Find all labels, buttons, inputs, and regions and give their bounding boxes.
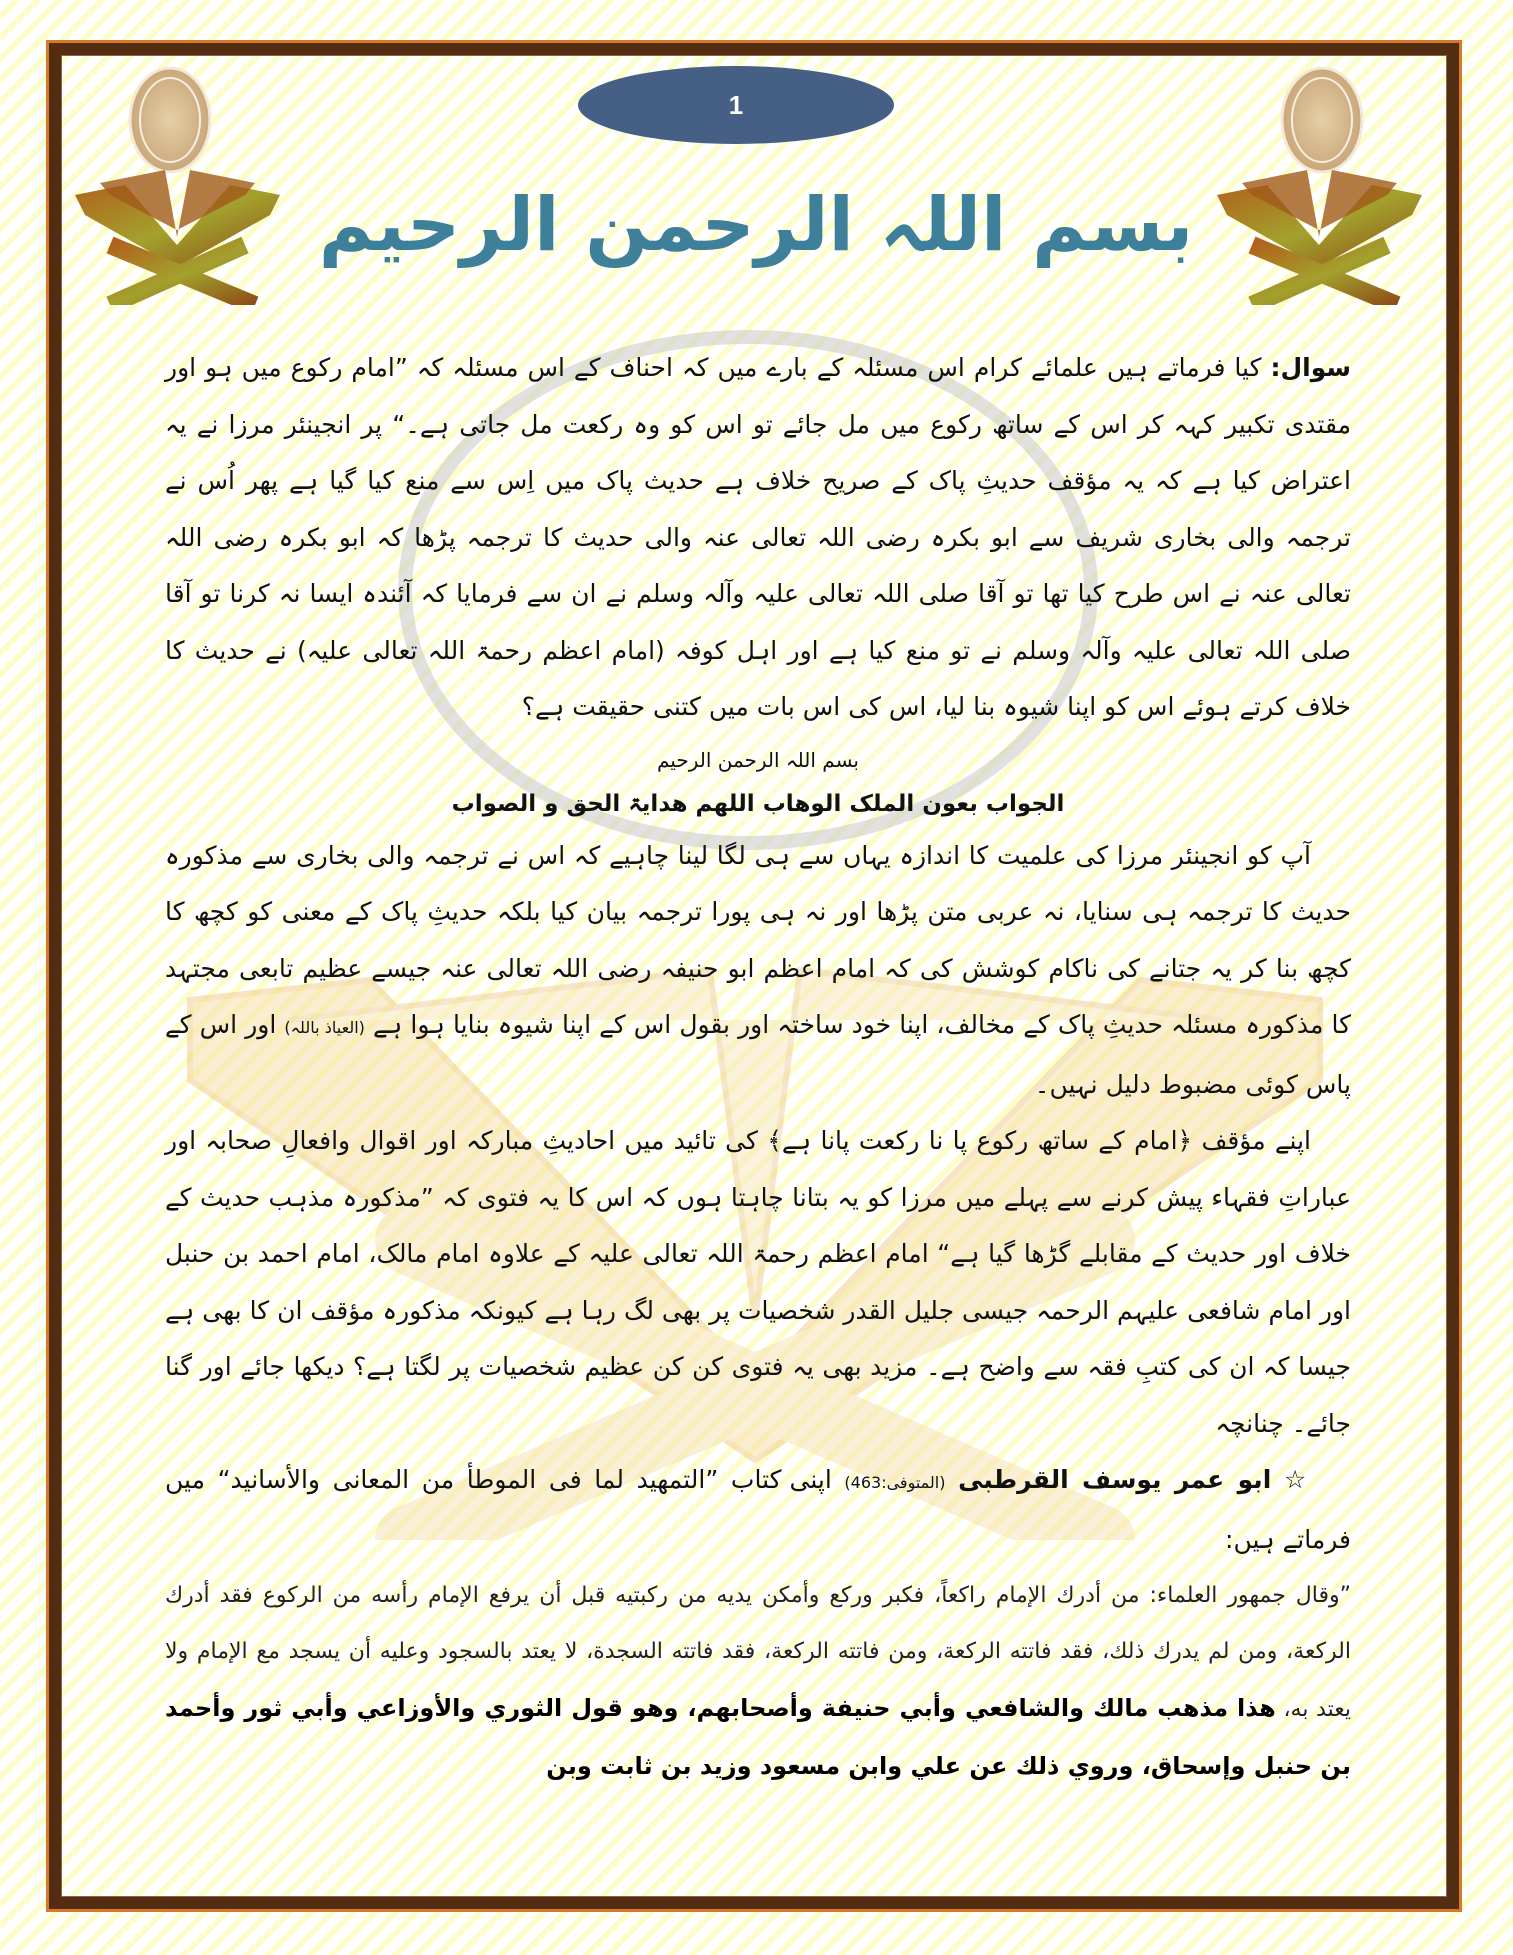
citation-author: ابو عمر یوسف القرطبی [958, 1465, 1272, 1494]
answer-bismillah: بسم اللہ الرحمن الرحیم [656, 747, 859, 772]
page-number: 1 [728, 89, 744, 120]
page-title: بسم اللہ الرحمن الرحیم [318, 182, 1194, 268]
citation-death: (المتوفی:463) [844, 1473, 946, 1492]
arabic-quote-bold: هذا مذهب مالك والشافعي وأبي حنيفة وأصحابهم، وهو قول الثوري والأوزاعي وأبي ثور وأحمد بن حنبل وإسحاق، وروي ذلك عن علي وابن مسعود وزيد بن ثابت وبن [165, 1694, 1351, 1780]
answer-paragraph-1-text: آپ کو انجینئر مرزا کی علمیت کا اندازہ یہاں سے ہی لگا لینا چاہیے کہ اس نے ترجمہ والی بخاری سے مذکورہ حدیث کا ترجمہ ہی سنایا، نہ عربی متن پڑھا اور نہ ہی پورا ترجمہ بیان کیا بلکہ حدیثِ پاک کے معنی کو کچھ کا کچھ بنا کر یہ جتانے کی ناکام کوشش کی کہ امام اعظم ابو حنیفہ رضی اللہ تعالی عنہ جیسے عظیم تابعی مجتہد کا مذکورہ مسئلہ حدیثِ پاک کے مخالف، اپنا خود ساختہ اور بقول اس کے اپنا شیوہ بنایا ہوا ہے [165, 840, 1352, 1039]
star-icon: ☆ [1283, 1465, 1311, 1494]
citation-line [165, 1452, 1351, 1568]
answer-opening: الجواب بعون الملک الوھاب اللھم ھدایۃ الحق و الصواب [451, 790, 1065, 817]
arabic-quote-normal: ”وقال جمهور العلماء: من أدرك الإمام راكعاً، فكبر وركع وأمكن يديه من ركبتيه قبل أن يرفع الإمام رأسه من الركوع فقد أدرك الركعة، ومن لم يدرك ذلك، فقد فاتته الركعة، ومن فاتته الركعة، فقد فاتته السجدة، لا يعتد بالسجود وعليه أن يسجد مع الإمام ولا يعتد به، [165, 1583, 1352, 1722]
answer-paragraph-2: اپنے مؤقف ﴿امام کے ساتھ رکوع پا نا رکعت پانا ہے﴾ کی تائید میں احادیثِ مبارکہ اور اقوال وافعالِ صحابہ اور عباراتِ فقہاء پیش کرنے سے پہلے میں مرزا کو یہ بتانا چاہتا ہوں کہ اس کا یہ فتوی کہ ”مذکورہ مذہب حدیث کے خلاف اور حدیث کے مقابلے گڑھا گیا ہے“ امام اعظم رحمۃ اللہ تعالی علیہ کے علاوہ امام مالک، امام احمد بن حنبل اور امام شافعی علیہم الرحمہ جیسی جلیل القدر شخصیات پر بھی لگ رہا ہے کیونکہ مذکورہ مؤقف ان کا بھی ہے جیسا کہ ان کی کتبِ فقہ سے واضح ہے۔ مزید بھی یہ فتوی کن کن عظیم شخصیات پر لگتا ہے؟ دیکھا جائے اور گنا جائے۔ چنانچہ [165, 1126, 1351, 1438]
answer-paragraph-1 [165, 828, 1351, 1114]
question-paragraph [165, 340, 1351, 736]
page-number-badge [578, 66, 894, 144]
document-body [165, 340, 1351, 1796]
answer-paragraph-1-aside: (العیاذ باللہ) [284, 1018, 365, 1037]
quran-on-rehal-icon [65, 55, 295, 305]
quran-on-rehal-icon [1207, 55, 1437, 305]
citation-intro: اپنی کتاب ”التمھید لما فی الموطأ من المعانی والأسانید“ میں فرماتے ہیں: [165, 1465, 1351, 1554]
question-text: کیا فرماتے ہیں علمائے کرام اس مسئلہ کے بارے میں کہ احناف کے اس مسئلہ کہ ”امام رکوع میں ہو اور مقتدی تکبیر کہہ کر اس کے ساتھ رکوع میں مل جائے تو اس کو وہ رکعت مل جاتی ہے۔“ پر انجینئر مرزا نے یہ اعتراض کیا ہے کہ یہ مؤقف حدیثِ پاک کے صریح خلاف ہے حدیث پاک میں اِس سے منع کیا گیا ہے پھر اُس نے ترجمہ والی بخاری شریف سے ابو بکرہ رضی اللہ تعالی عنہ والی حدیث کا ترجمہ پڑھا کہ ابو بکرہ رضی اللہ تعالی عنہ نے اس طرح کیا تھا تو آقا صلی اللہ تعالی علیہ وآلہ وسلم نے ان سے فرمایا کہ آئندہ ایسا نہ کرنا تو آقا صلی اللہ تعالی علیہ وآلہ وسلم نے تو منع کیا ہے اور اہل کوفہ (امام اعظم رحمۃ اللہ تعالی علیہ) نے حدیث کا خلاف کرتے ہوئے اس کو اپنا شیوہ بنا لیا، اس کی اس بات میں کتنی حقیقت ہے؟ [165, 353, 1351, 721]
question-label: سوال: [1270, 353, 1351, 382]
answer-paragraph-1-tail: اور اس کے پاس کوئی مضبوط دلیل نہیں۔ [165, 1010, 1351, 1099]
arabic-quote [165, 1568, 1351, 1796]
